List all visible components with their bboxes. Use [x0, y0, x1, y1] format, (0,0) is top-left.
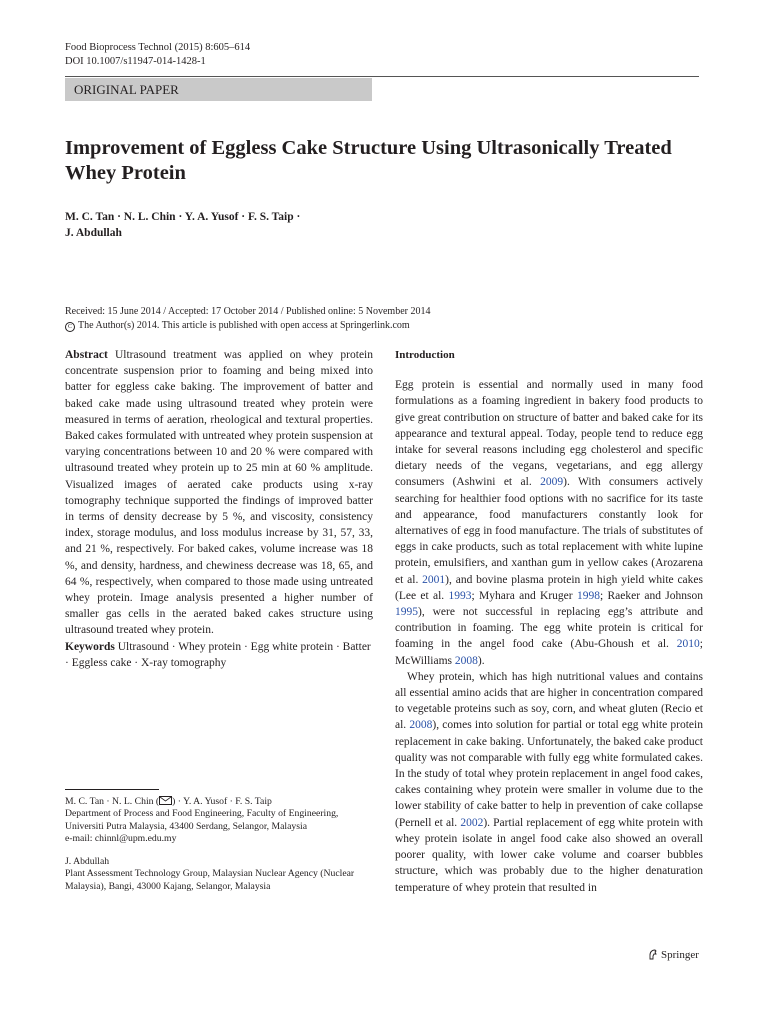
footnote-rule	[65, 789, 159, 790]
citation-year-link[interactable]: 1995	[395, 606, 418, 619]
author-line: M. C. Tan · N. L. Chin · Y. A. Yusof · F. S. Taip ·	[65, 211, 301, 223]
paragraph-text: Whey protein, which has high nutritional values and contains all essential amino acids that are higher in concentration compared to vegetable proteins such as soy, corn, and wheat gluten (Recio et al.	[395, 670, 703, 732]
copyright-text: The Author(s) 2014. This article is published with open access at Springerlink.com	[78, 319, 410, 331]
paragraph-text: ; McWilliams	[395, 638, 703, 667]
publication-dates	[65, 305, 705, 332]
citation-year-link[interactable]: 1998	[576, 589, 600, 602]
introduction-heading: Introduction	[395, 349, 455, 361]
keywords	[65, 639, 373, 671]
left-column	[65, 347, 373, 671]
paragraph-text: ; Raeker and Johnson	[599, 589, 703, 602]
paragraph-text: ; Myhara and Kruger	[471, 589, 577, 602]
journal-citation: Food Bioprocess Technol (2015) 8:605–614	[65, 42, 251, 53]
copyright-icon: C	[65, 322, 75, 332]
header-rule	[65, 76, 699, 77]
citation-year-link[interactable]: 2008	[454, 654, 478, 667]
affiliation-author-2: J. Abdullah	[65, 856, 110, 868]
citation-year-link[interactable]: 2010	[676, 638, 700, 651]
keywords-label: Keywords	[65, 640, 115, 653]
author-list	[65, 209, 465, 241]
affiliation-agency: Plant Assessment Technology Group, Malaysian Nuclear Agency (Nuclear Malaysia), Bangi, 43000 Kajang, Selangor, Malaysia	[65, 868, 355, 892]
paper-type-label: ORIGINAL PAPER	[65, 78, 372, 101]
publisher-name: Springer	[661, 949, 699, 961]
publisher-footer	[648, 948, 699, 962]
citation-year-link[interactable]: 2009	[540, 476, 564, 489]
paragraph-text: ), were not successful in replacing egg’s attribute and contribution in foaming. The egg white protein is critical for foaming in the angel food cake (Abu-Ghoush et al.	[395, 606, 703, 651]
right-column	[395, 347, 703, 896]
paragraph-text: ).	[477, 654, 485, 667]
copyright-line	[65, 319, 705, 333]
affiliation-authors-text: ) · Y. A. Yusof · F. S. Taip	[172, 796, 272, 807]
paragraph-text: ). With consumers actively searching for healthier food options with no sacrifice for its taste and appearance, food manufacturers constantly look for alternatives of egg in food manufacture. The trials of substitutes of eggs in cake products, such as total replacement with white lupine protein, emulsifiers, and xanthan gum in yellow cakes (Arozarena et al.	[395, 476, 703, 586]
abstract-text: Ultrasound treatment was applied on whey protein concentrate suspension prior to foaming and being mixed into batter for eggless cake baking. The improvement of batter and baked cake made using ultrasound treated whey protein were measured in terms of aeration, rheological and textural properties. Baked cakes formulated with untreated whey protein suspension at varying concentrations between 10 and 20 % were compared with ultrasound treated whey protein up to 25 min at 60 % amplitude. Visualized images of aerated cake products using x-ray tomography technique supported the findings of improved batter in terms of density decrease by 5 %, and viscosity, consistency index, storage modulus, and loss modulus increase by 31, 57, 33, and 21 %, respectively. For baked cakes, volume increase was 18 %, and density, hardness, and chewiness decrease was 18, 65, and 64 %, respectively, when compared to those made using untreated whey protein. Image analysis presented a higher number of smaller gas cells in the aerated baked cakes structure using ultrasound treated whey protein.	[65, 349, 373, 637]
abstract	[65, 347, 373, 639]
intro-paragraph-2	[395, 669, 703, 896]
affiliation-email: e-mail: chinnl@upm.edu.my	[65, 832, 177, 844]
affiliation-authors	[65, 796, 365, 808]
citation-year-link[interactable]: 2008	[409, 719, 433, 732]
citation-year-link[interactable]: 1993	[448, 589, 472, 602]
citation-year-link[interactable]: 2001	[422, 573, 446, 586]
citation-year-link[interactable]: 2002	[460, 816, 484, 829]
article-title: Improvement of Eggless Cake Structure Using Ultrasonically Treated Whey Protein	[65, 137, 672, 184]
affiliation-department: Department of Process and Food Engineering, Faculty of Engineering, Universiti Putra Malaysia, 43400 Serdang, Selangor, Malaysia	[65, 808, 339, 832]
springer-logo-icon	[648, 949, 658, 960]
doi: DOI 10.1007/s11947-014-1428-1	[65, 56, 206, 67]
affiliation-authors-text: M. C. Tan · N. L. Chin (	[65, 796, 160, 807]
envelope-icon	[159, 796, 172, 805]
affiliations	[65, 796, 365, 893]
paragraph-text: ). Partial replacement of egg white protein with whey protein isolate in angel food cake also showed an overall poorer quality, with lower cake volume and coarser bubbles structure, which was probably due to the higher denaturation temperature of whey protein that resulted in	[395, 816, 703, 894]
paragraph-text: ), and bovine plasma protein in high yield white cakes (Lee et al.	[395, 573, 703, 602]
intro-paragraph-1	[395, 377, 703, 669]
paragraph-text: ), comes into solution for partial or total egg white protein replacement in cake baking. Unfortunately, the baked cake product quality was not comparable with fully egg white formulated cakes. In the study of total whey protein replacement in angel food cakes, cakes containing whey protein were smaller in volume due to the lower stability of cake batter to help in prevention of cake collapse (Pernell et al.	[395, 719, 703, 829]
keywords-text: Ultrasound · Whey protein · Egg white protein · Batter · Eggless cake · X-ray tomography	[65, 640, 371, 669]
history-dates: Received: 15 June 2014 / Accepted: 17 October 2014 / Published online: 5 November 2014	[65, 306, 431, 317]
paragraph-text: Egg protein is essential and normally used in many food formulations as a foaming ingredient in bakery food products to give great contribution on structure of batter and baked cake for its appearance and textural appeal. Today, people tend to reduce egg intake for several reasons including egg cholesterol and specific dietary needs of the vegans, vegetarians, and egg allergy consumers (Ashwini et al.	[395, 379, 703, 489]
author-line: J. Abdullah	[65, 227, 122, 239]
abstract-label: Abstract	[65, 349, 108, 361]
